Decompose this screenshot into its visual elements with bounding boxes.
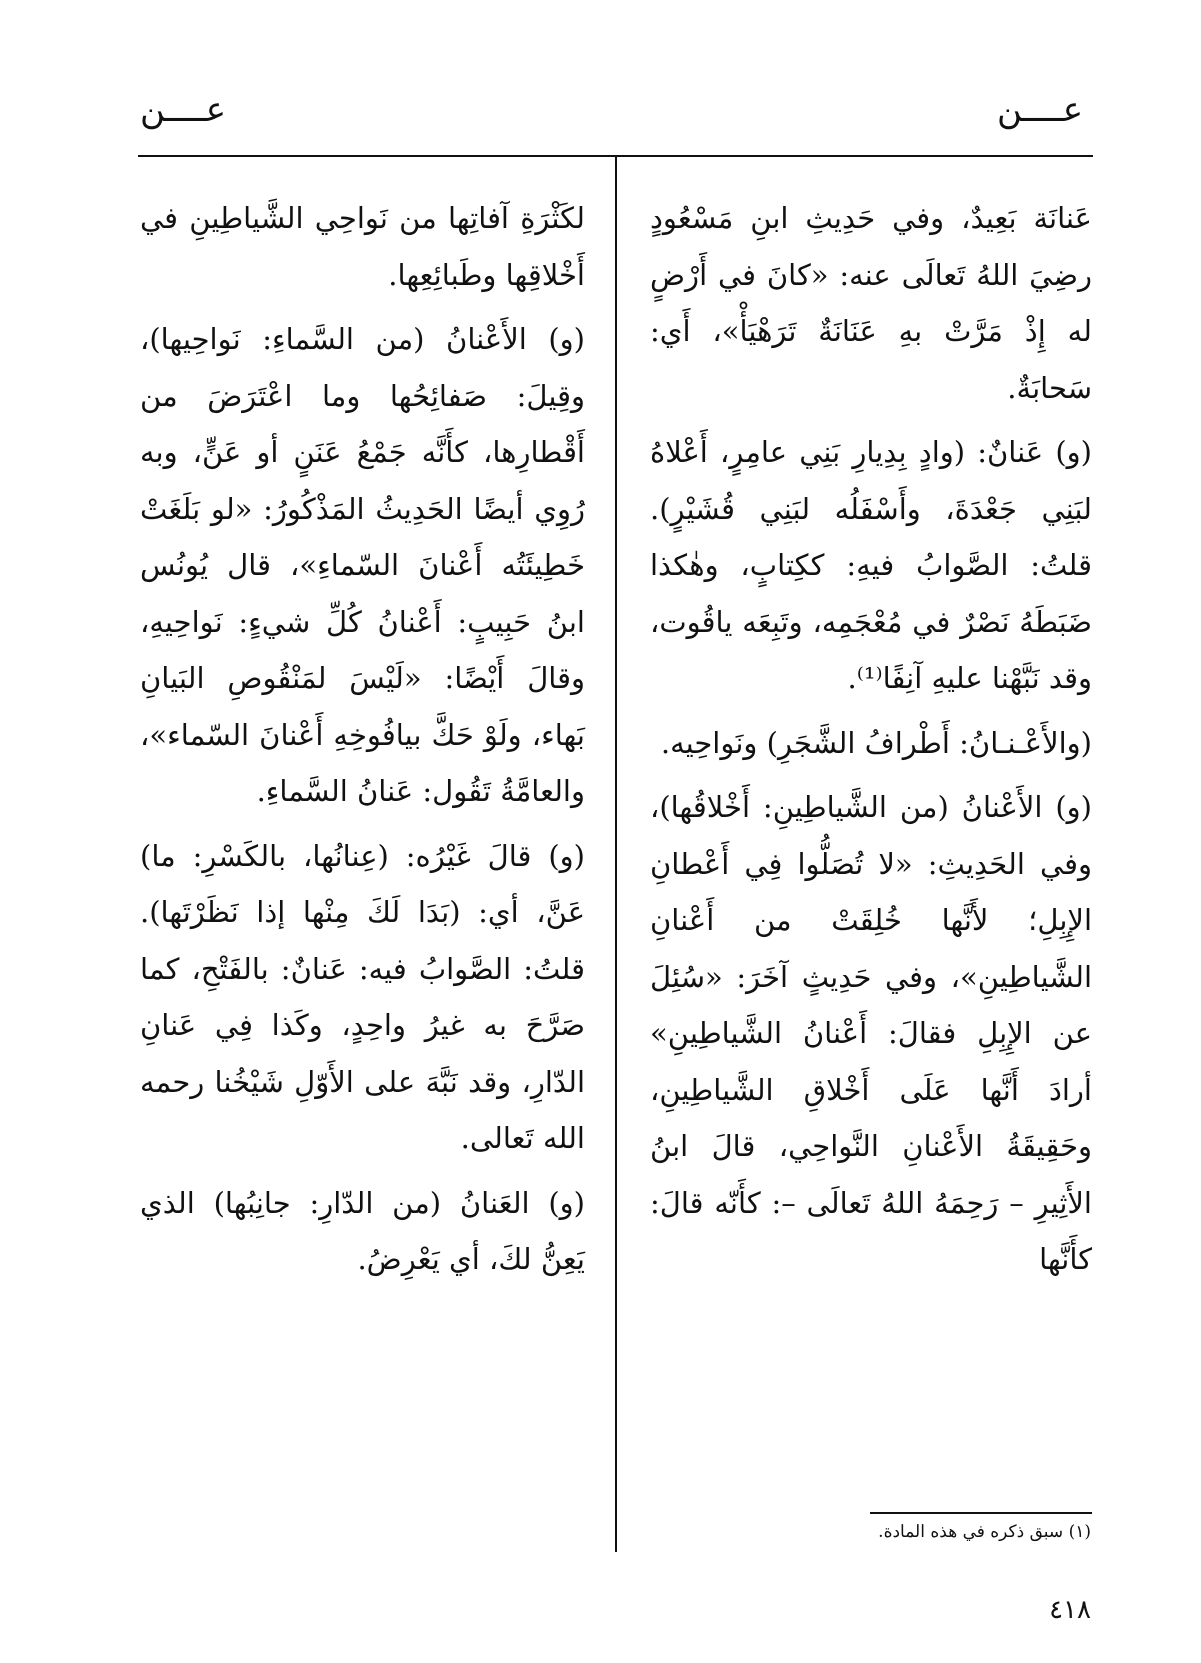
running-header-right: عــــن: [996, 90, 1083, 130]
paragraph: (و) الأَعْنانُ (من السَّماءِ: نَواحِيها)، وقِيلَ: صَفائِحُها وما اعْتَرَضَ من أَقْطارِها، كأَنَّه جَمْعُ عَنَنٍ أو عَنٍّ، وبه رُوِي أيضًا الحَدِيثُ المَذْكُورُ: «لو بَلَغَتْ خَطِيئَتُه أَعْنانَ السّماءِ»، قال يُونُس ابنُ حَبِيبٍ: أَعْنانُ كُلِّ شيءٍ: نَواحِيهِ، وقالَ أَيْضًا: «لَيْسَ لمَنْقُوصِ البَيانِ بَهاء، ولَوْ حَكَّ بيافُوخِهِ أَعْنانَ السّماء»، والعامَّةُ تَقُول: عَنانُ السَّماءِ.: [140, 322, 585, 808]
paragraph: (و) عَنانٌ: (وادٍ بِدِيارِ بَنِي عامِرٍ، أَعْلاهُ لبَنِي جَعْدَةَ، وأَسْفَلُه لبَنِي قُشَيْرٍ). قلتُ: الصَّوابُ فيهِ: ككِتابٍ، وهٰكذا ضَبَطَهُ نَصْرٌ في مُعْجَمِه، وتَبِعَه ياقُوت، وقد نَبَّهْنا عليهِ آنِفًا⁽¹⁾.: [650, 435, 1092, 695]
running-header-left: عــــن: [140, 90, 227, 130]
column-divider: [615, 157, 617, 1552]
paragraph: (و) قالَ غَيْرُه: (عِنانُها، بالكَسْرِ: ما) عَنَّ، أي: (بَدَا لَكَ مِنْها إذا نَظَرْتَها). قلتُ: الصَّوابُ فيه: عَنانٌ: بالفَتْحِ، كما صَرَّحَ به غيرُ واحِدٍ، وكَذا فِي عَنانِ الدّارِ، وقد نَبَّهَ على الأَوّلِ شَيْخُنا رحمه الله تَعالى.: [140, 838, 585, 1155]
footnote: (١) سبق ذكره في هذه المادة.: [878, 1522, 1091, 1542]
paragraph: (والأَعْـنـانُ: أَطْرافُ الشَّجَرِ) ونَواحِيه.: [660, 725, 1092, 760]
footnote-rule: [870, 1512, 1092, 1514]
right-column: [650, 190, 1092, 1296]
left-column: [140, 190, 585, 1296]
paragraph: (و) العَنانُ (من الدّارِ: جانِبُها) الذي يَعِنُّ لكَ، أي يَعْرِضُ.: [140, 1185, 585, 1276]
paragraph: عَنانَة بَعِيدٌ، وفي حَدِيثِ ابنِ مَسْعُودٍ رضِيَ اللهُ تَعالَى عنه: «كانَ في أَرْضٍ له إِذْ مَرَّتْ بهِ عَنَانَةٌ تَرَهْيَأْ»، أَي: سَحابَةٌ.: [650, 201, 1092, 405]
page-number: ٤١٨: [1049, 1595, 1091, 1625]
paragraph: لكَثْرَةِ آفاتِها من نَواحِي الشَّياطِينِ في أَخْلاقِها وطَبائِعِها.: [140, 201, 585, 292]
paragraph: (و) الأَعْنانُ (من الشَّياطِينِ: أَخْلاقُها)، وفي الحَدِيثِ: «لا تُصَلُّوا فِي أَعْطانِ الإِبِلِ؛ لأَنَّها خُلِقَتْ من أَعْنانِ الشَّياطِينِ»، وفي حَدِيثٍ آخَرَ: «سُئِلَ عن الإِبِلِ فقالَ: أَعْنانُ الشَّياطِينِ» أرادَ أَنَّها عَلَى أَخْلاقِ الشَّياطِينِ، وحَقِيقَةُ الأَعْنانِ النَّواحِي، قالَ ابنُ الأَثِيرِ – رَحِمَهُ اللهُ تَعالَى –: كأَنّه قالَ: كأَنَّها: [650, 790, 1092, 1276]
